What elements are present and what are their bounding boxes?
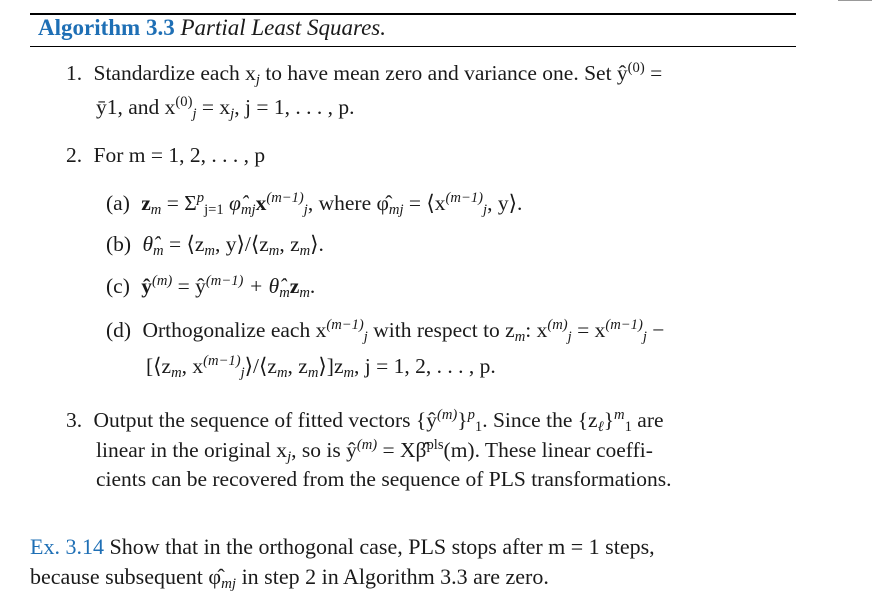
substep-d-l2-f: , j = 1, 2, . . . , p.	[354, 354, 496, 378]
substep-d-text4-sub: j	[642, 329, 647, 346]
step-3-line-1	[66, 406, 664, 436]
step-3-l1-c: . Since the {z	[482, 408, 598, 432]
substep-a-sum-sup: p	[196, 189, 205, 206]
substep-d-l2-c: ⟩/⟨z	[244, 354, 277, 378]
step-1-line-2-end: , j = 1, . . . , p.	[234, 95, 355, 119]
step-3-l2-c: = Xβ̂	[377, 438, 427, 462]
step-3-l2-a-sub: j	[287, 449, 292, 466]
substep-b-label: (b)	[106, 232, 132, 256]
substep-c-y: ŷ	[141, 274, 152, 298]
substep-a	[106, 189, 523, 219]
step-1-number: 1.	[66, 61, 83, 85]
substep-c-theta-sub: m	[279, 285, 290, 302]
step-1-line-2-text: ȳ1, and x	[96, 95, 176, 119]
exercise-line-1	[30, 534, 655, 560]
substep-a-phi: φ̂	[223, 191, 241, 215]
substep-a-label: (a)	[106, 191, 130, 215]
step-3-line-3	[96, 469, 672, 491]
substep-d-sub: j	[363, 329, 368, 346]
substep-d-l2-a: [⟨z	[146, 354, 172, 378]
step-3-l2-d: (m). These linear coeffi-	[443, 438, 653, 462]
step-3-l1-d: }	[603, 408, 615, 432]
substep-d-l2-b-sup: (m−1)	[203, 352, 241, 369]
substep-d-l2-e-sub: m	[343, 365, 355, 382]
exercise-l2-sub: mj	[221, 576, 237, 593]
substep-d-sup: (m−1)	[326, 316, 364, 333]
substep-b-z1-sub: m	[204, 243, 215, 260]
substep-d-text3-sup: (m)	[547, 316, 568, 333]
step-1-sub: j	[255, 72, 260, 89]
substep-c-z-sub: m	[299, 285, 310, 302]
substep-c-y2-sup: (m−1)	[205, 272, 244, 289]
step-3-l1-c-sub: ℓ	[597, 419, 604, 436]
algorithm-title-rule	[30, 46, 796, 47]
step-3-l2-b: , so is ŷ	[291, 438, 357, 462]
step-1-text-b: to have mean zero and variance one. Set ŷ	[259, 61, 628, 85]
step-3-l1-b-sup: p	[467, 406, 475, 423]
substep-a-inner-sub: j	[483, 202, 488, 219]
substep-b-y-sub: m	[268, 243, 280, 260]
step-1-sup: (0)	[627, 59, 645, 76]
substep-a-end: , y⟩.	[487, 191, 523, 215]
substep-b	[106, 232, 324, 260]
step-3-l1-a: Output the sequence of fitted vectors {ŷ	[93, 408, 437, 432]
substep-a-where-sub: mj	[388, 202, 404, 219]
step-1-tail: =	[644, 61, 663, 85]
substep-b-z1: = ⟨z	[163, 232, 205, 256]
substep-d-l2-b: , x	[181, 354, 204, 378]
step-3-l1-b: }	[457, 408, 468, 432]
step-1-line-2-tail: = x	[196, 95, 231, 119]
step-3-l2-c-sup: pls	[426, 436, 444, 453]
substep-a-where: , where φ̂	[307, 191, 389, 215]
algorithm-name: Partial Least Squares.	[180, 15, 386, 40]
substep-a-x-sub: j	[303, 202, 308, 219]
algorithm-label: Algorithm 3.3	[38, 15, 175, 40]
substep-a-inner: = ⟨x	[403, 191, 446, 215]
substep-d-text3-sub: j	[567, 329, 572, 346]
substep-a-z: z	[141, 191, 151, 215]
substep-c-z: z	[289, 274, 300, 298]
step-1-line-2-tail-sub: j	[230, 106, 235, 123]
substep-d-text2: with respect to z	[367, 318, 515, 342]
step-2-line	[66, 145, 265, 167]
substep-d-text3: : x	[525, 318, 548, 342]
substep-d-minus: −	[646, 318, 665, 342]
step-3-l2-b-sup: (m)	[356, 436, 378, 453]
step-1-line-2-sub: j	[192, 106, 197, 123]
step-3-l2-a: linear in the original x	[96, 438, 288, 462]
step-3-l1-b-sub: 1	[474, 419, 483, 436]
substep-d-label: (d)	[106, 318, 132, 342]
step-2-text: For m = 1, 2, . . . , p	[93, 143, 266, 167]
step-3-l3: cients can be recovered from the sequence of PLS transformations.	[96, 467, 672, 491]
step-3-line-2	[96, 436, 653, 466]
substep-a-sum: = Σ	[161, 191, 197, 215]
algorithm-title	[38, 15, 386, 41]
step-3-l1-d-sup: m	[614, 406, 625, 423]
substep-b-theta-sub: m	[153, 243, 164, 260]
step-3-l1-sup: (m)	[436, 406, 458, 423]
substep-b-end: ⟩.	[310, 232, 324, 256]
substep-d-l2-e: ⟩]z	[318, 354, 344, 378]
substep-d-line-1	[106, 316, 665, 346]
substep-d-text: Orthogonalize each x	[142, 318, 327, 342]
substep-d-text4: = x	[571, 318, 606, 342]
exercise-l1: Show that in the orthogonal case, PLS stops after m = 1 steps,	[103, 534, 655, 559]
step-1-text-a: Standardize each x	[93, 61, 256, 85]
substep-c-y2: = ŷ	[172, 274, 206, 298]
corner-rule	[838, 0, 872, 1]
substep-c-label: (c)	[106, 274, 130, 298]
substep-a-sum-sub: j=1	[204, 202, 224, 219]
substep-a-x-sup: (m−1)	[266, 189, 304, 206]
substep-a-z-sub: m	[150, 202, 162, 219]
exercise-l2-a: because subsequent φ̂	[30, 564, 222, 589]
exercise-l2-b: in step 2 in Algorithm 3.3 are zero.	[236, 564, 549, 589]
substep-d-l2-a-sub: m	[171, 365, 182, 382]
exercise-label[interactable]: Ex. 3.14	[30, 534, 104, 559]
step-3-number: 3.	[66, 408, 83, 432]
exercise-line-2	[30, 564, 549, 593]
substep-a-phi-sub: mj	[240, 202, 256, 219]
step-1-line-2	[96, 93, 355, 123]
substep-d-l2-d-sub: m	[307, 365, 319, 382]
substep-d-l2-b-sub: j	[240, 365, 245, 382]
step-3-l1-e: are	[631, 408, 664, 432]
substep-d-l2-c-sub: m	[276, 365, 288, 382]
substep-b-z2-sub: m	[299, 243, 311, 260]
step-3-l1-d-sub: 1	[624, 419, 632, 436]
substep-b-z2: , z	[279, 232, 300, 256]
substep-c-theta: + θ̂	[243, 274, 280, 298]
substep-c-end: .	[309, 274, 316, 298]
step-2-number: 2.	[66, 143, 83, 167]
substep-d-line-2	[146, 352, 496, 382]
substep-a-x: x	[255, 191, 267, 215]
substep-d-l2-d: , z	[287, 354, 308, 378]
substep-b-theta: θ̂	[142, 232, 154, 256]
step-1-line-1	[66, 59, 663, 89]
substep-d-text4-sup: (m−1)	[605, 316, 643, 333]
substep-c	[106, 272, 316, 302]
substep-a-inner-sup: (m−1)	[445, 189, 483, 206]
step-1-line-2-sup: (0)	[175, 93, 193, 110]
substep-c-y-sup: (m)	[152, 272, 173, 289]
substep-d-text2-sub: m	[514, 329, 526, 346]
substep-b-y: , y⟩/⟨z	[214, 232, 269, 256]
